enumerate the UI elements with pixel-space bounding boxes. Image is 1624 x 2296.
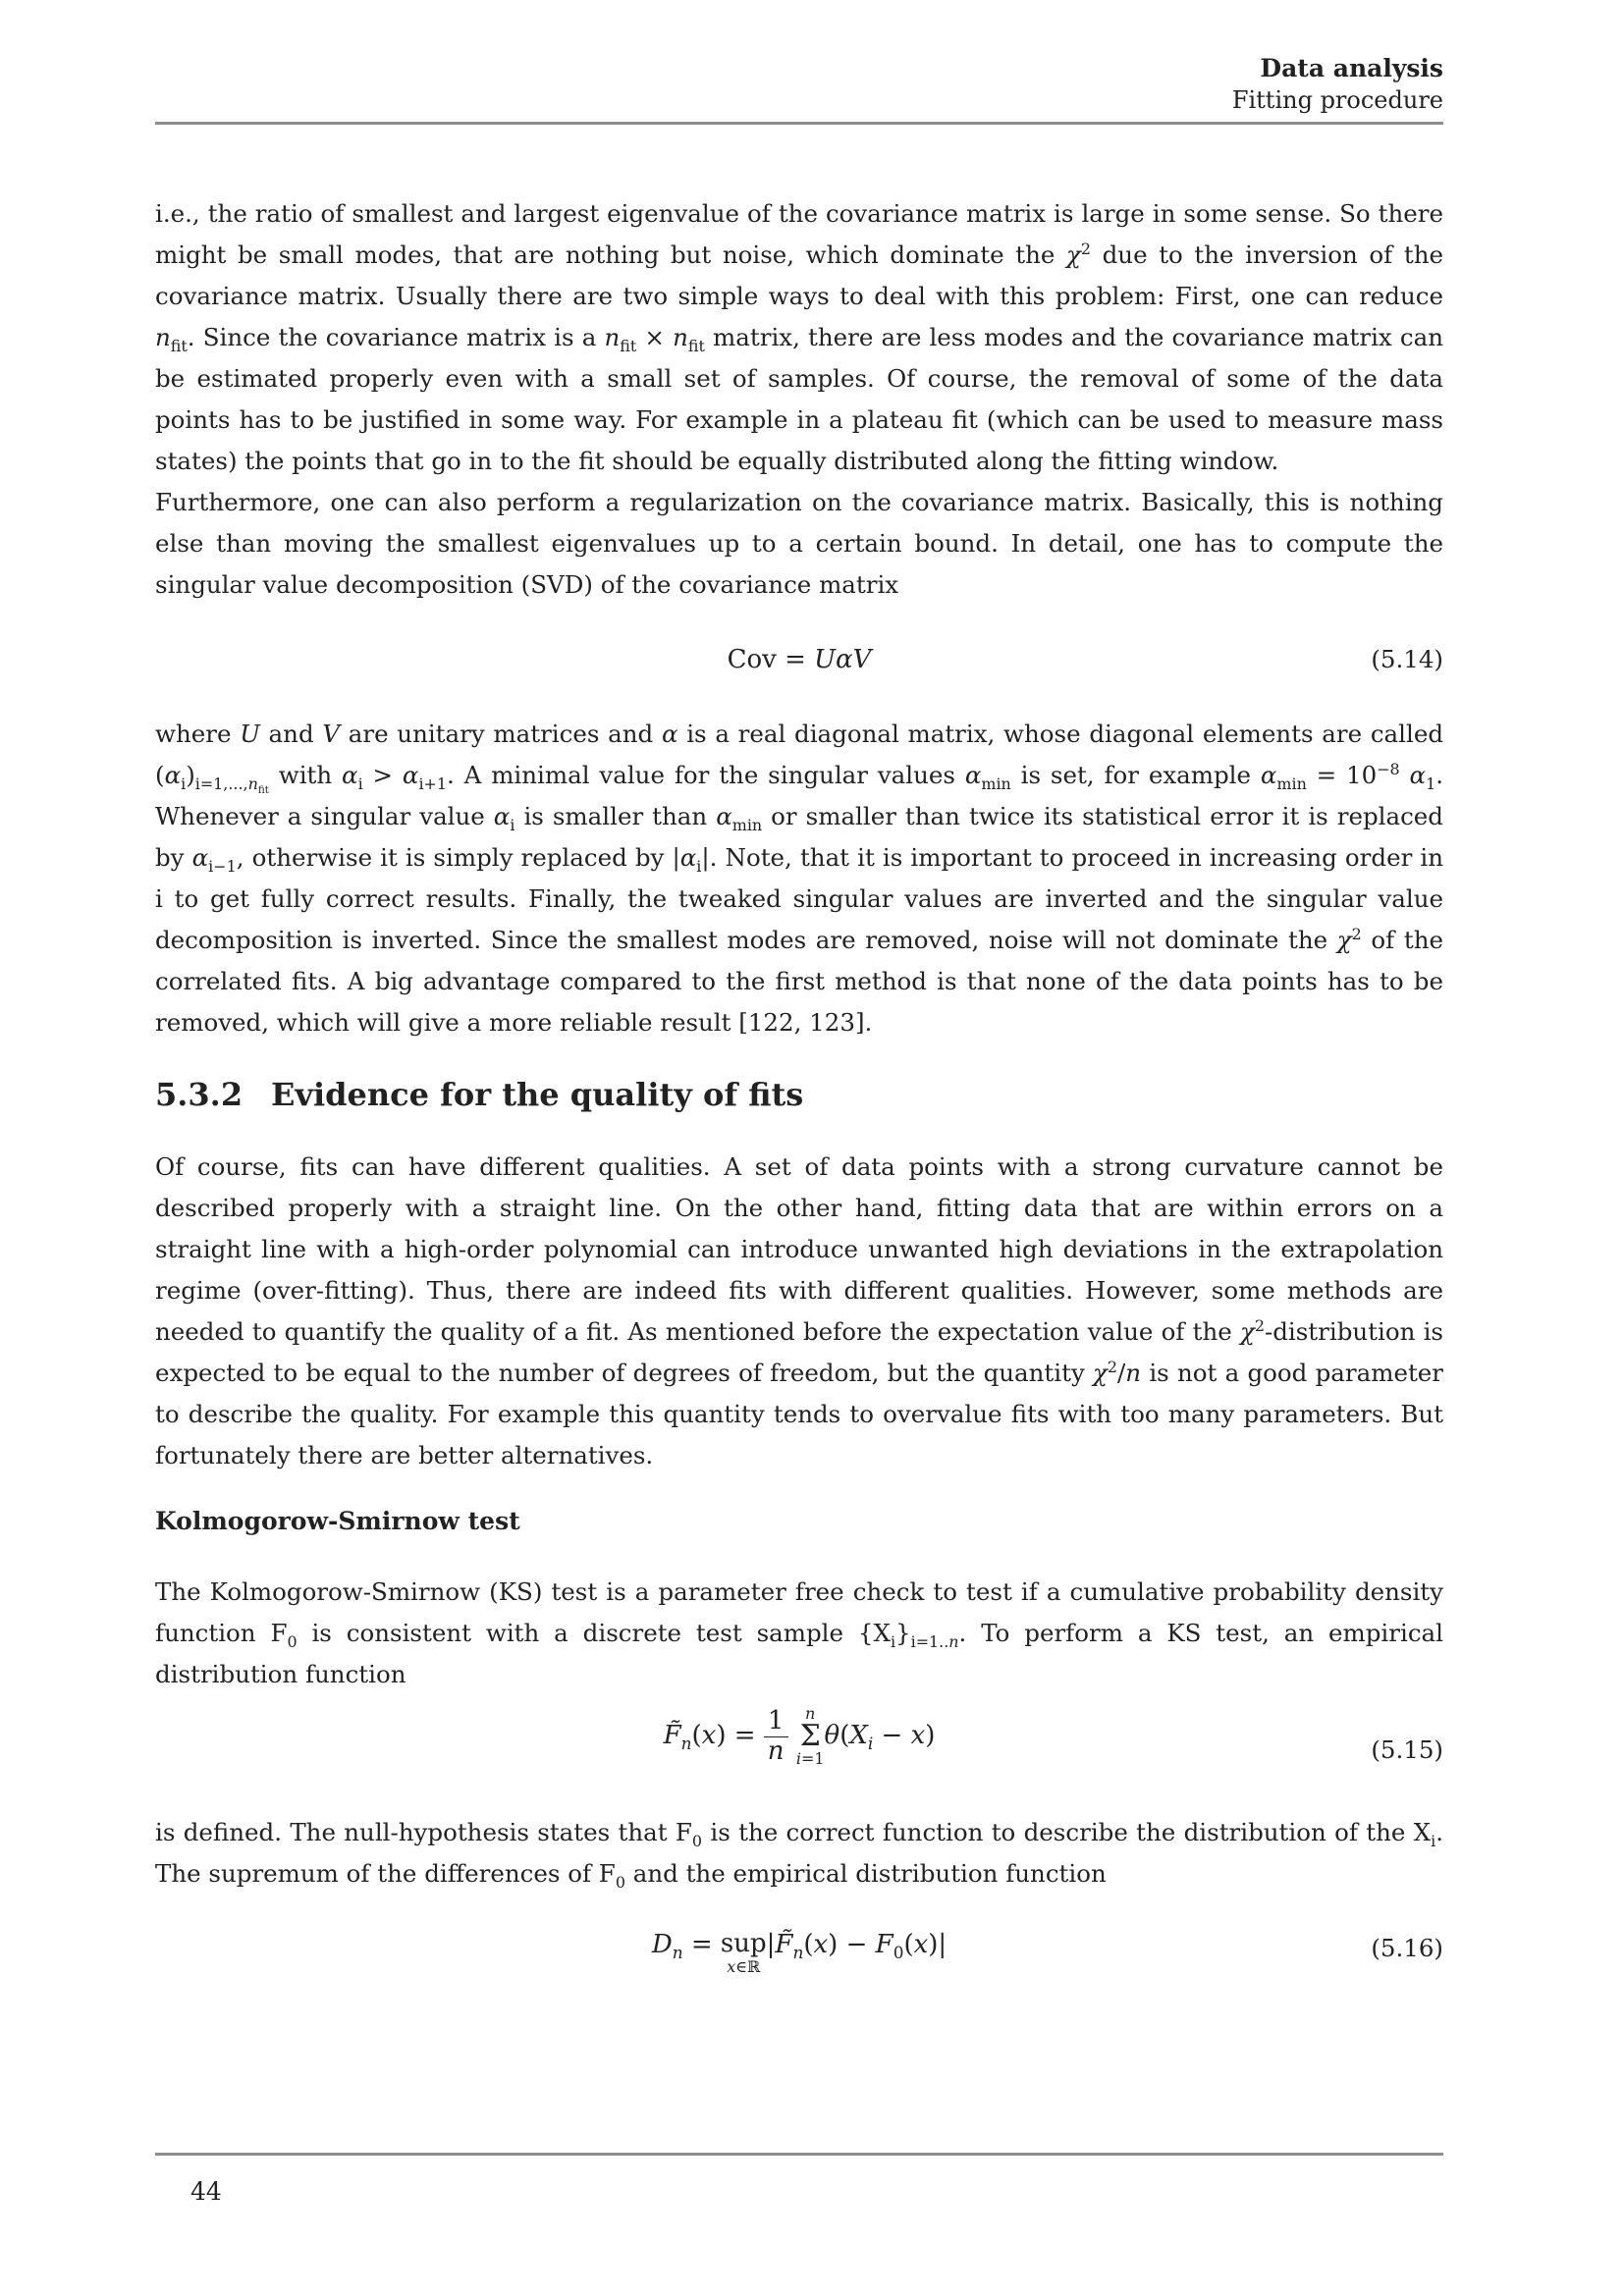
equation-5-16 bbox=[155, 1930, 1443, 1989]
equation-5-14 bbox=[155, 639, 1443, 680]
subsection-heading: Kolmogorow-Smirnow test bbox=[155, 1507, 520, 1535]
paragraph-6: is defined. The null-hypothesis states that $F_0$ is the correct function to describe the distribution of the $X_i$. The supremum of the differences of $F_0$ and the empirical distribution function bbox=[155, 1818, 1443, 1892]
equation-5-15-number: (5.15) bbox=[1371, 1735, 1443, 1764]
header-chapter: Data analysis bbox=[1260, 54, 1443, 82]
paragraph-2: Furthermore, one can also perform a regularization on the covariance matrix. Basically, this is nothing else than moving the smallest eigenvalues up to a certain bound. In detail, one has to compute the singular value decomposition (SVD) of the covariance matrix bbox=[155, 488, 1443, 599]
section-number: 5.3.2 bbox=[155, 1076, 244, 1113]
equation-5-14-number: (5.14) bbox=[1371, 645, 1443, 673]
text-block-svd bbox=[155, 714, 1443, 1043]
page-number: 44 bbox=[190, 2177, 222, 2206]
running-header bbox=[1232, 53, 1443, 116]
header-section: Fitting procedure bbox=[1231, 86, 1443, 114]
header-rule bbox=[155, 122, 1443, 125]
equation-5-15-expr: $F̃_n(x)$ = $\frac{1}{n}$ n Σ i=1 $\theta(X_i - x)$ bbox=[663, 1704, 936, 1768]
text-block-ks bbox=[155, 1572, 1443, 1695]
paragraph-5: The Kolmogorow-Smirnow (KS) test is a parameter free check to test if a cumulative probability density function $F_0$ is consistent with a discrete test sample $\{X_i\}_{i=1..n}$. To perform a KS test, an empirical distribution function bbox=[155, 1577, 1443, 1688]
equation-5-16-expr: $D_n$ = sup x∈ℝ $|F̃_n(x) - F_0(x)|$ bbox=[651, 1929, 947, 1976]
section-title: Evidence for the quality of fits bbox=[271, 1076, 804, 1113]
equation-5-16-number: (5.16) bbox=[1371, 1934, 1443, 1962]
section-heading bbox=[155, 1076, 803, 1113]
equation-5-15 bbox=[155, 1706, 1443, 1794]
paragraph-3: where U and V are unitary matrices and α is a real diagonal matrix, whose diagonal elements are called $(\alpha_i)_{i=1,...,n_{fit}}$ with $\alpha_i > \alpha_{i+1}$. A minimal value for the singular values $\alpha_{min}$ is set, for example $\alpha_{min} = 10^{-8}$ $\alpha_1$. Whenever a singular value $\alpha_i$ is smaller than $\alpha_{min}$ or smaller than twice its statistical error it is replaced by $\alpha_{i-1}$, otherwise it is simply replaced by $|\alpha_i|$. Note, that it is important to proceed in increasing order in i to get fully correct results. Finally, the tweaked singular values are inverted and the singular value decomposition is inverted. Since the smallest modes are removed, noise will not dominate the $\chi^2$ of the correlated fits. A big advantage compared to the first method is that none of the data points has to be removed, which will give a more reliable result [122, 123]. bbox=[155, 720, 1444, 1037]
equation-5-14-expr: Cov = UαV bbox=[727, 645, 872, 674]
footer-rule bbox=[155, 2153, 1443, 2156]
text-block-quality bbox=[155, 1147, 1443, 1476]
paragraph-1: i.e., the ratio of smallest and largest eigenvalue of the covariance matrix is large in some sense. So there might be small modes, that are nothing but noise, which dominate the $\chi^2$ due to the inversion of the covariance matrix. Usually there are two simple ways to deal with this problem: First, one can reduce $n_{fit}$. Since the covariance matrix is a $n_{fit} \times n_{fit}$ matrix, there are less modes and the covariance matrix can be estimated properly even with a small set of samples. Of course, the removal of some of the data points has to be justified in some way. For example in a plateau fit (which can be used to measure mass states) the points that go in to the fit should be equally distributed along the fitting window. bbox=[155, 199, 1443, 475]
paragraph-4: Of course, fits can have different qualities. A set of data points with a strong curvature cannot be described properly with a straight line. On the other hand, fitting data that are within errors on a straight line with a high-order polynomial can introduce unwanted high deviations in the extrapolation regime (over-fitting). Thus, there are indeed fits with different qualities. However, some methods are needed to quantify the quality of a fit. As mentioned before the expectation value of the $\chi^2$-distribution is expected to be equal to the number of degrees of freedom, but the quantity $\chi^2/n$ is not a good parameter to describe the quality. For example this quantity tends to overvalue fits with too many parameters. But fortunately there are better alternatives. bbox=[155, 1152, 1443, 1469]
text-block-null-hypothesis bbox=[155, 1812, 1443, 1895]
text-block-intro bbox=[155, 193, 1443, 606]
